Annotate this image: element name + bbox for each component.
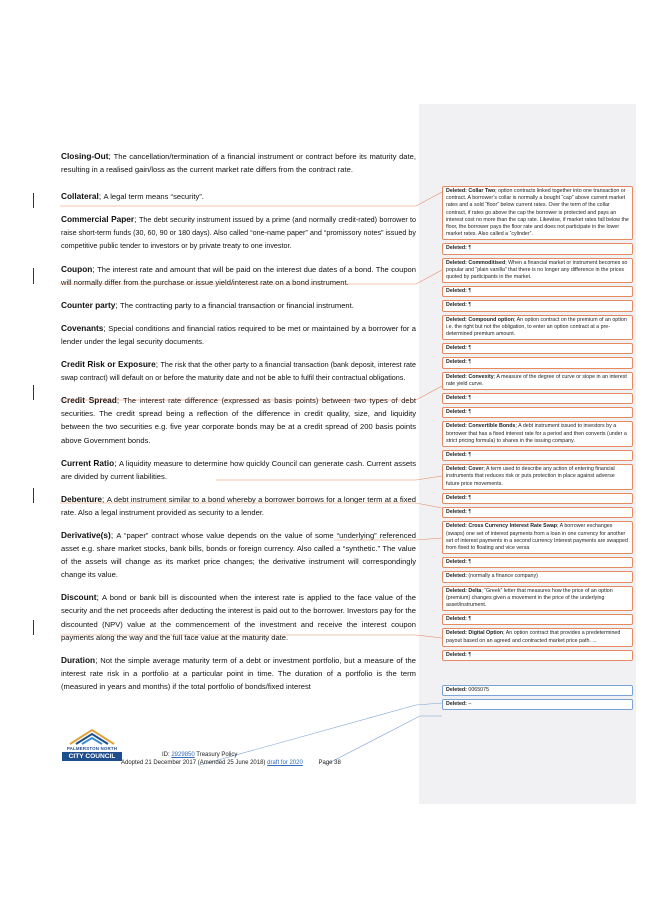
deleted-balloon[interactable] — [442, 421, 633, 447]
balloon-text: ; When a financial market or instrument becomes so popular and “plain vanilla” that there is no longer any difference in the prices quoted by participants in the market. — [446, 259, 628, 281]
glossary-definition: The cancellation/termination of a financial instrument or contract before its maturity date, resulting in a realised gain/loss as the current market rate differs from the contract rate. — [61, 152, 416, 175]
logo-line-2: CITY COUNCIL — [62, 752, 122, 761]
balloon-label: Deleted: — [446, 523, 467, 530]
balloon-text: ¶ — [468, 452, 472, 459]
balloon-title: Collar Two — [468, 188, 496, 194]
deleted-balloon[interactable] — [442, 699, 633, 710]
balloon-label: Deleted: — [446, 302, 467, 309]
balloon-text: ; “Greek” letter that measures how the price of an option (premium) changes given a movement in the price of the underlying asset/instrument. — [446, 587, 613, 608]
glossary-definition: A liquidity measure to determine how quickly Council can generate cash. Current assets are divided by current liabilities. — [61, 458, 416, 481]
balloon-text: ¶ — [468, 651, 472, 658]
glossary-term: Closing-Out — [61, 151, 109, 161]
deleted-balloon[interactable] — [442, 343, 633, 354]
id-value: 2929850 — [171, 752, 195, 758]
deleted-balloon[interactable] — [442, 507, 633, 518]
revision-balloons — [442, 186, 633, 713]
glossary-definition: A debt instrument similar to a bond whereby a borrower borrows for a longer term at a fixed rate. Also a legal instrument provided as security to a lender. — [61, 494, 416, 517]
glossary-definition: The interest rate and amount that will be paid on the interest due dates of a bond. The coupon will normally differ from the purchase or issue yield/interest rate on a bond instrument. — [61, 264, 416, 287]
glossary-term: Derivative(s) — [61, 529, 111, 540]
balloon-title: Cross Currency Interest Rate Swap — [468, 523, 557, 530]
change-bar — [33, 193, 34, 208]
balloon-label: Deleted: — [446, 345, 467, 352]
glossary-term: Counter party — [61, 299, 116, 310]
balloon-text: 0065075 — [468, 686, 490, 693]
glossary-definition: Not the simple average maturity term of a debt or investment portfolio, but a measure of the interest rate risk in a portfolio at a particular point in time. The duration of a portfolio is the term (measured in years and months) if the total portfolio of bonds/fixed interest — [61, 655, 416, 691]
deleted-balloon[interactable] — [442, 571, 633, 582]
glossary-entry-debenture: Debenture; A debt instrument similar to a bond whereby a borrower borrows for a longer term at a fixed rate. Also a legal instrument provided as security to a lender. — [61, 493, 416, 517]
balloon-label: Deleted: — [446, 701, 467, 708]
balloon-label: Deleted: — [446, 259, 467, 266]
balloon-text: ; An option contract on the premium of an option i.e. the right but not the obligation, to enter an option contract at a pre-determined premium amount. — [446, 316, 627, 338]
balloon-text: ¶ — [468, 395, 472, 402]
glossary-entry-current-ratio: Current Ratio; A liquidity measure to determine how quickly Council can generate cash. Current assets are divided by current liabilities. — [61, 457, 416, 481]
deleted-balloon[interactable] — [442, 300, 633, 311]
balloon-text: ¶ — [468, 559, 472, 566]
glossary-definition: A “paper” contract whose value depends on the value of some “underlying” referenced asset e.g. share market stocks, bank bills, bonds or foreign currency. Also called a “synthetic.” The value of the assets will change as its market price changes; the derivative instrument will correspondingly change its value. — [61, 530, 416, 580]
glossary-term: Credit Spread — [61, 395, 117, 406]
logo-mark — [68, 726, 116, 746]
balloon-title: Cover — [468, 466, 484, 473]
balloon-text: ¶ — [468, 288, 472, 295]
balloon-text: ; An option contract that provides a predetermined payout based on an agreed and contracted market price path. ... — [446, 630, 621, 644]
change-bar — [33, 620, 34, 635]
footer-id-line — [162, 752, 237, 758]
balloon-label: Deleted: — [446, 316, 467, 323]
deleted-balloon[interactable] — [442, 357, 633, 368]
deleted-balloon[interactable] — [442, 186, 633, 240]
balloon-text: ; A debt instrument issued to investors by a borrower that has a fixed interest rate for a period and then converts (under a strict pricing formula) to shares in the issuing company. — [446, 423, 627, 444]
balloon-label: Deleted: — [446, 509, 467, 516]
glossary-term: Discount — [61, 592, 97, 603]
page-number: 38 — [334, 760, 341, 766]
balloon-title: Compound option — [468, 316, 514, 323]
deleted-balloon[interactable] — [442, 450, 633, 461]
balloon-text: ¶ — [468, 245, 472, 252]
glossary-definition: The debt security instrument issued by a prime (and normally credit-rated) borrower to raise short-term funds (30, 60, 90 or 180 days). Also called “one-name paper” and “promissory notes” issued by competitive public tender to investors or by private treaty to one investor. — [61, 215, 416, 251]
glossary-term: Current Ratio — [61, 457, 115, 468]
balloon-label: Deleted: — [446, 373, 467, 380]
deleted-balloon[interactable] — [442, 614, 633, 625]
balloon-label: Deleted: — [446, 395, 467, 402]
glossary-definition: A legal term means “security”. — [103, 192, 204, 202]
page-label: Page — [318, 760, 333, 766]
inserted-text: draft for 2020 — [267, 760, 303, 766]
balloon-text: ¶ — [468, 616, 472, 623]
balloon-text: ¶ — [468, 302, 472, 309]
glossary-definition: The contracting party to a financial transaction or financial instrument. — [120, 300, 354, 310]
change-bar — [33, 268, 34, 284]
deleted-balloon[interactable] — [442, 286, 633, 297]
change-bar — [33, 488, 34, 503]
glossary-term: Covenants — [61, 322, 104, 333]
glossary-definition: Special conditions and financial ratios required to be met or maintained by a borrower for a lender under the legal security documents. — [61, 323, 416, 346]
balloon-label: Deleted: — [446, 466, 467, 473]
deleted-balloon[interactable] — [442, 464, 633, 490]
balloon-label: Deleted: — [446, 573, 467, 580]
balloon-text: ¶ — [468, 494, 472, 501]
glossary-term: Collateral — [61, 191, 99, 202]
deleted-balloon[interactable] — [442, 493, 633, 504]
balloon-label: Deleted: — [446, 359, 467, 366]
balloon-label: Deleted: — [446, 494, 467, 501]
glossary-term: Debenture — [61, 493, 103, 504]
balloon-label: Deleted: — [446, 630, 467, 637]
glossary-entry-credit-spread: Credit Spread; The interest rate difference (expressed as basis points) between two types of debt securities. The credit spread being a reflection of the difference in credit quality, size, and liquidity between the two securities e.g. five year corporate bonds may be at a credit spread of 200 basis points above Government bonds. — [61, 395, 416, 445]
page-footer — [62, 724, 422, 774]
balloon-text: (normally a finance company) — [468, 573, 538, 580]
glossary-term: Coupon — [61, 263, 93, 274]
deleted-balloon[interactable] — [442, 557, 633, 568]
council-logo — [62, 724, 122, 764]
deleted-balloon[interactable] — [442, 315, 633, 341]
balloon-text: ; A term used to describe any action of entering financial instruments that reduces risk or puts protection in place against adverse future price movements. — [446, 466, 615, 487]
glossary-section — [61, 150, 416, 703]
glossary-entry-coupon: Coupon; The interest rate and amount that will be paid on the interest due dates of a bond. The coupon will normally differ from the purchase or issue yield/interest rate on a bond instrument. — [61, 263, 416, 287]
balloon-title: Commoditised — [468, 259, 506, 266]
deleted-balloon[interactable] — [442, 372, 633, 390]
balloon-title: Convertible Bonds — [468, 423, 516, 430]
glossary-definition: The risk that the other party to a financial transaction (bank deposit, interest rate swap contract) will default on or before the maturity date and not be able to fulfil their contractual obligations. — [61, 360, 416, 383]
balloon-label: Deleted: — [446, 559, 467, 566]
deleted-balloon[interactable] — [442, 393, 633, 404]
glossary-entry-counter-party: Counter party; The contracting party to a financial transaction or financial instrument. — [61, 299, 354, 310]
balloon-label: Deleted: — [446, 587, 467, 594]
balloon-text: ¶ — [468, 345, 472, 352]
id-label: ID: — [162, 752, 170, 758]
glossary-entry-closing-out: Closing-Out; The cancellation/termination of a financial instrument or contract before its maturity date, resulting in a realised gain/loss as the current market rate differs from the contract rate. — [61, 151, 416, 175]
glossary-entry-discount: Discount; A bond or bank bill is discounted when the interest rate is applied to the face value of the security and the net proceeds after deducting the interest is paid out to the borrower. Investors pay for the discounted (NPV) value at the commencement of the investment and receive the interest coupon payments along the way and the full face value at the maturity date. — [61, 592, 416, 642]
deleted-balloon[interactable] — [442, 521, 633, 554]
balloon-label: Deleted: — [446, 686, 467, 693]
balloon-label: Deleted: — [446, 616, 467, 623]
glossary-entry-credit-risk: Credit Risk or Exposure; The risk that the other party to a financial transaction (bank deposit, interest rate swap contract) will default on or before the maturity date and not be able to fulfil their contractual obligations. — [61, 359, 416, 383]
glossary-entry-derivatives: Derivative(s); A “paper” contract whose value depends on the value of some “underlying” referenced asset e.g. share market stocks, bank bills, bonds or foreign currency. Also called a “synthetic.” The value of the assets will change as its market price changes; the derivative instrument will correspondingly change its value. — [61, 529, 416, 580]
deleted-balloon[interactable] — [442, 407, 633, 418]
deleted-balloon[interactable] — [442, 628, 633, 646]
balloon-title: Convexity — [468, 373, 494, 380]
balloon-text: ¶ — [468, 359, 472, 366]
deleted-balloon[interactable] — [442, 650, 633, 661]
glossary-term: Commercial Paper — [61, 214, 135, 225]
glossary-entry-collateral: Collateral; A legal term means “security”. — [61, 191, 204, 202]
deleted-balloon[interactable] — [442, 243, 633, 254]
footer-adopted-line — [121, 760, 341, 766]
glossary-entry-commercial-paper: Commercial Paper; The debt security instrument issued by a prime (and normally credit-rated) borrower to raise short-term funds (30, 60, 90 or 180 days). Also called “one-name paper” and “promissory notes” issued by competitive public tender to investors or by private treaty to one investor. — [61, 214, 416, 251]
glossary-definition: A bond or bank bill is discounted when the interest rate is applied to the face value of the security and the net proceeds after deducting the interest is paid out to the borrower. Investors pay for the discounted (NPV) value at the commencement of the investment and receive the interest coupon payments along the way and the full face value at the maturity date. — [61, 593, 416, 642]
balloon-label: Deleted: — [446, 423, 467, 430]
deleted-balloon[interactable] — [442, 685, 633, 696]
balloon-text: – — [468, 701, 472, 708]
deleted-balloon[interactable] — [442, 586, 633, 612]
balloon-text: ; option contracts linked together into one transaction or contract. A borrower’s collar is normally a bought “cap” above current market rates and a sold “floor” below current rates. Over the term of the collar contract, if rates go above the cap the borrower is protected and pays an interest cost no more than the cap rate. Likewise, if market rates fall below the floor, the borrower pays the floor rate and does not participate in the lower market rates. Also called a “cylinder”. — [446, 188, 629, 238]
glossary-entry-covenants: Covenants; Special conditions and financial ratios required to be met or maintained by a borrower for a lender under the legal security documents. — [61, 322, 416, 346]
glossary-term: Credit Risk or Exposure — [61, 359, 156, 370]
adopted-text: Adopted 21 December 2017 (Amended 25 June 2018) — [121, 760, 266, 766]
glossary-term: Duration — [61, 654, 96, 665]
balloon-label: Deleted: — [446, 452, 467, 459]
balloon-text: ; A measure of the degree of curve or slope in an interest rate yield curve. — [446, 373, 627, 387]
balloon-title: Delta — [468, 587, 482, 594]
balloon-text: ¶ — [468, 409, 472, 416]
glossary-entry-duration: Duration; Not the simple average maturity term of a debt or investment portfolio, but a measure of the interest rate risk in a portfolio at a particular point in time. The duration of a portfolio is the term (measured in years and months) if the total portfolio of bonds/fixed interest — [61, 654, 416, 691]
balloon-text: ¶ — [468, 509, 472, 516]
document-title: Treasury Policy — [196, 752, 238, 758]
balloon-text: ; A borrower exchanges (swaps) one set of interest payments from a loan in one currency for another set of interest payments in a second currency Interest payments are swapped from fixed to floating and vice versa — [446, 523, 628, 551]
deleted-balloon[interactable] — [442, 258, 633, 284]
balloon-title: Digital Option — [468, 630, 504, 637]
balloon-label: Deleted: — [446, 651, 467, 658]
balloon-label: Deleted: — [446, 188, 467, 194]
balloon-label: Deleted: — [446, 288, 467, 295]
change-bar — [33, 385, 34, 400]
balloon-label: Deleted: — [446, 409, 467, 416]
glossary-definition: The interest rate difference (expressed as basis points) between two types of debt securities. The credit spread being a reflection of the difference in credit quality, size, and liquidity between the two securities e.g. five year corporate bonds may be at a credit spread of 200 basis points above Government bonds. — [61, 396, 416, 445]
balloon-label: Deleted: — [446, 245, 467, 252]
logo-line-1: PALMERSTON NORTH — [66, 746, 118, 751]
